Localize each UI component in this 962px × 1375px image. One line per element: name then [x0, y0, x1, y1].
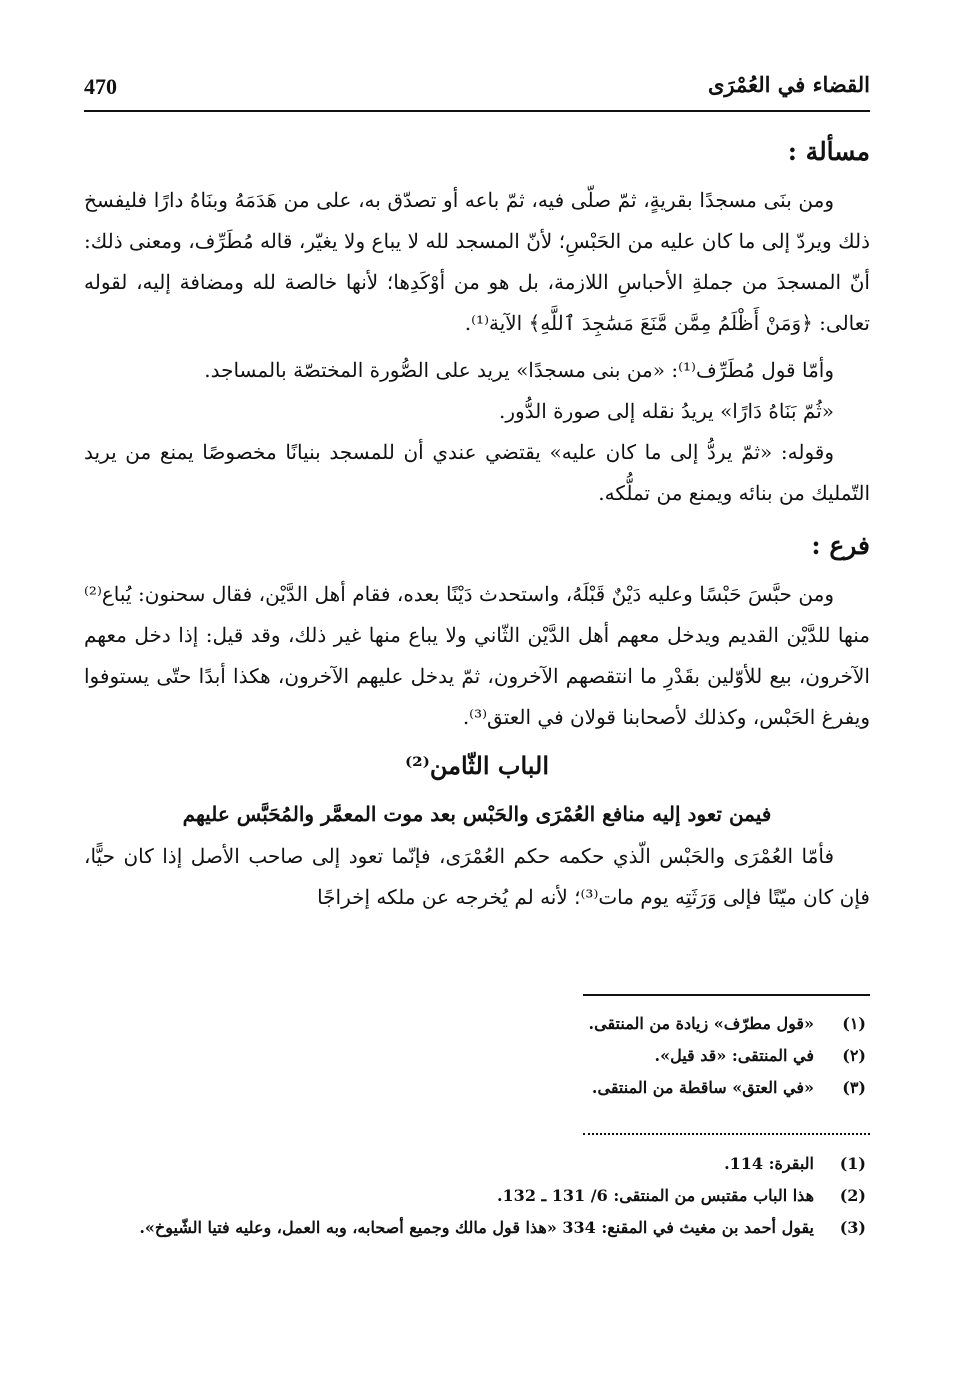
footnote: [84, 1008, 870, 1040]
footnote: [84, 1180, 870, 1212]
footnote: [84, 1148, 870, 1180]
footnote-separator: [583, 994, 870, 996]
paragraph: فأمّا العُمْرَى والحَبْس الّذي حكمه حكم العُمْرَى، فإنّما تعود إلى صاحب الأصل إذا كان حيًّا، فإن كان ميّتًا فإلى وَرَثَتِه يوم مات⁽³⁾؛ لأنه لم يُخرجه عن ملكه إخراجًا: [84, 844, 870, 909]
chapter-title: الباب الثّامن⁽²⁾: [405, 751, 549, 780]
footnote: [84, 1212, 870, 1244]
page-number: 470: [84, 74, 117, 99]
footnote: [84, 1040, 870, 1072]
footnote-text: «في العتق» ساقطة من المنتقى.: [591, 1078, 814, 1097]
paragraph: ومن بنَى مسجدًا بقريةٍ، ثمّ صلّى فيه، ثمّ باعه أو تصدّق به، على من هَدَمَهُ وبنَاهُ دارًا فليفسخ ذلك ويردّ إلى ما كان عليه من الحَبْسِ؛ لأنّ المسجد لله لا يباع ولا يغيّر، قاله مُطَرِّف، ومعنى ذلك: أنّ المسجدَ من جملةِ الأحباسِ اللازمة، بل هو من أوْكَدِها؛ لأنها خالصة لله ومضافة إليه، لقوله تعالى: ﴿وَمَنْ أَظْلَمُ مِمَّن مَّنَعَ مَسَٰجِدَ ٱللَّهِ﴾ الآية⁽¹⁾.: [84, 188, 870, 335]
footnote-text: يقول أحمد بن مغيث في المقنع: 334 «هذا قول مالك وجميع أصحابه، وبه العمل، وعليه فتيا الشّيوخ».: [139, 1218, 814, 1237]
section-heading-far: فرع :: [811, 531, 870, 560]
section-heading-masala: مسألة :: [787, 137, 870, 166]
paragraph: وأمّا قول مُطَرِّف⁽¹⁾: «من بنى مسجدًا» يريد على الصُّورة المختصّة بالمساجد.: [204, 358, 834, 382]
footnote-number: (3): [839, 1218, 866, 1237]
footnote-text: في المنتقى: «قد قيل».: [654, 1046, 814, 1065]
main-text: [84, 120, 870, 918]
running-title: القضاء في العُمْرَى: [707, 72, 870, 97]
footnote-text: «قول مطرّف» زيادة من المنتقى.: [588, 1014, 814, 1033]
chapter-subtitle: فيمن تعود إليه منافع العُمْرَى والحَبْس بعد موت المعمَّر والمُحَبَّس عليهم: [182, 802, 772, 826]
paragraph: ومن حبَّسَ حَبْسًا وعليه دَيْنٌ قَبْلَهُ، واستحدث دَيْنًا بعده، فقام أهل الدَّيْن، فقال سحنون: يُباع⁽²⁾ منها للدَّيْن القديم ويدخل معهم أهل الدَّيْن الثّاني ولا يباع منها غير ذلك، وقد قيل: إذا دخل معهم الآخرون، بيع للأوّلين بقَدْرِ ما انتقصهم الآخرون، ثمّ يدخل عليهم الآخرون، هكذا أبدًا حتّى يستوفوا ويفرغ الحَبْس، وكذلك لأصحابنا قولان في العتق⁽³⁾.: [84, 582, 870, 729]
dotted-separator: [583, 1133, 870, 1135]
paragraph: «ثُمّ بَنَاهُ دَارًا» يريدُ نقله إلى صورة الدُّور.: [499, 399, 834, 423]
footnote-number: (٣): [842, 1078, 866, 1097]
page-header: [84, 70, 870, 112]
footnote: [84, 1072, 870, 1104]
source-footnotes: [84, 1148, 870, 1244]
paragraph: وقوله: «ثمّ يردُّ إلى ما كان عليه» يقتضي عندي أن للمسجد بنيانًا مخصوصًا يمنع من يريد التّمليك من بنائه ويمنع من تملُّكه.: [84, 440, 870, 505]
footnote-number: (٢): [842, 1046, 866, 1065]
footnote-number: (2): [839, 1186, 866, 1205]
editor-footnotes: [84, 1008, 870, 1104]
footnote-text: هذا الباب مقتبس من المنتقى: 6/ 131 ـ 132.: [496, 1186, 814, 1205]
footnote-number: (١): [842, 1014, 866, 1033]
footnote-number: (1): [839, 1154, 866, 1173]
footnote-text: البقرة: 114.: [724, 1154, 814, 1173]
